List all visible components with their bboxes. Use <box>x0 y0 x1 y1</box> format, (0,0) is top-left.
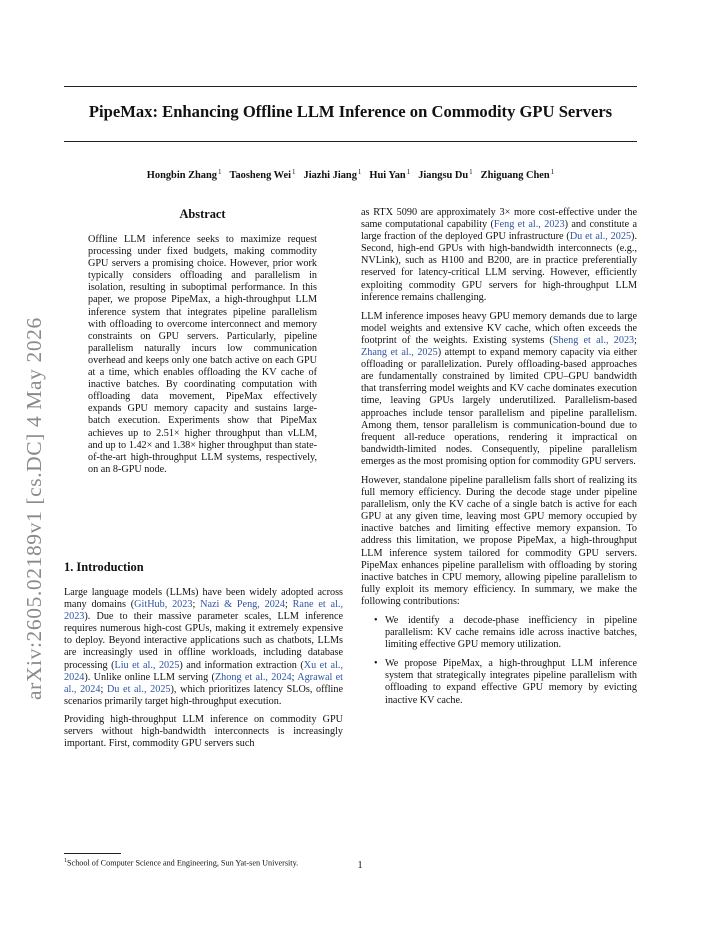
citation-link[interactable]: Feng et al., 2023 <box>493 219 565 231</box>
citation-link[interactable]: Nazi & Peng, 2024 <box>200 599 285 611</box>
author-affiliation-mark: 1 <box>469 168 473 176</box>
abstract-text: Offline LLM inference seeks to maximize request processing under fixed budgets, making commodity GPU servers a promising choice. However, prior work typically considers offloading and parallelism in isolation, resulting in suboptimal performance. In this paper, we propose PipeMax, a high-throughput LLM inference system that integrates pipeline parallelism with offloading to overcome interconnect and memory constraints on GPU servers. Particularly, pipeline parallelism naturally incurs low communication overhead and keeps only one batch active on each GPU at a time, which enables offloading the KV cache of inactive batches. By coordinating computation with offloading data movement, PipeMax effectively expands GPU memory capacity and sustains large-batch execution. Experiments show that PipeMax achieves up to 2.51× higher throughput than vLLM, and up to 1.42× and 1.38× higher throughput than state-of-the-art high-throughput LLM systems, respectively, on an 8-GPU node. <box>88 234 317 475</box>
page-number: 1 <box>357 860 363 871</box>
citation-link[interactable]: Rane et al., 2023 <box>64 599 343 623</box>
footnote-mark: 1 <box>64 858 67 864</box>
footnote-rule <box>64 853 121 854</box>
right-column <box>361 207 637 714</box>
introduction-heading: 1. Introduction <box>64 560 144 574</box>
author-list <box>64 165 637 183</box>
author-name: Jiangsu Du <box>418 170 469 182</box>
author-name: Hui Yan <box>369 170 406 182</box>
paragraph-text: ) and constitute a large fraction of the deployed GPU infrastructure ( <box>361 219 637 243</box>
paragraph-text: ; <box>634 334 637 346</box>
citation-link[interactable]: Liu et al., 2025 <box>114 659 180 671</box>
citation-link[interactable]: GitHub, 2023 <box>134 599 193 611</box>
abstract-heading: Abstract <box>179 207 226 221</box>
author-name: Taosheng Wei <box>229 170 291 182</box>
author-name: Zhiguang Chen <box>480 170 550 182</box>
citation-link[interactable]: Sheng et al., 2023 <box>552 334 635 346</box>
paragraph-text: as RTX 5090 are approximately 3× more cost-effective under the same computational capability ( <box>361 207 637 231</box>
citation-link[interactable]: Zhang et al., 2025 <box>361 347 438 359</box>
author <box>418 170 472 181</box>
paragraph-text: LLM inference imposes heavy GPU memory demands due to large model weights and extensive KV cache, which often exceeds the footprint of the weights. Existing systems ( <box>361 310 637 346</box>
citation-link[interactable]: Xu et al., 2024 <box>64 659 343 683</box>
paragraph-text: ) and information extraction ( <box>179 659 304 671</box>
footnote-text: School of Computer Science and Engineering, Sun Yat-sen University. <box>67 858 299 868</box>
author-affiliation-mark: 1 <box>357 168 362 176</box>
paragraph-text: ). Unlike online LLM serving ( <box>84 671 215 683</box>
author-name: Jiazhi Jiang <box>303 170 357 182</box>
paragraph-text: ; <box>100 683 107 695</box>
author-affiliation-mark: 1 <box>217 168 222 176</box>
author-affiliation-mark: 1 <box>292 168 296 176</box>
abstract-body <box>88 234 317 476</box>
paragraph-text: ) attempt to expand memory capacity via either offloading or parallelization. Purely offloading-based approaches are fundamentally constrained by limited CPU–GPU bandwidth that transferring model weights and KV cache dominates execution time, leaving GPUs largely underutilized. Parallelism-based approaches include tensor parallelism and pipeline parallelism. Among them, tensor parallelism is communication-bound due to frequent all-reduce operations, rendering it impractical on bandwidth-limited nodes. Consequently, pipeline parallelism emerges as the most promising option for commodity GPU servers. <box>361 347 638 467</box>
title-bottom-rule <box>64 141 637 142</box>
author <box>481 170 555 181</box>
author-affiliation-mark: 1 <box>406 168 411 176</box>
citation-link[interactable]: Du et al., 2025 <box>106 683 171 695</box>
author-affiliation-mark: 1 <box>550 168 555 176</box>
paragraph-text: ). Second, high-end GPUs with high-bandwidth interconnects (e.g., NVLink), such as H100 and B200, are in practice preferentially reserved for latency-critical LLM serving. However, efficiently exploiting commodity GPU servers for high-throughput LLM inference remains challenging. <box>361 231 637 303</box>
contribution-item: • We identify a decode-phase inefficiency in pipeline parallelism: KV cache remains idle across inactive batches, limiting effective GPU memory utilization. <box>361 615 637 651</box>
contribution-item: • We propose PipeMax, a high-throughput LLM inference system that strategically integrates pipeline parallelism with offloading to expand effective GPU memory by evicting inactive KV cache. <box>361 658 637 706</box>
right-paragraph-2 <box>361 311 637 468</box>
paragraph-text: ; <box>285 599 293 611</box>
arxiv-identifier: arXiv:2605.02189v1 [cs.DC] 4 May 2026 <box>22 317 46 700</box>
paragraph-text: ; <box>192 599 201 611</box>
paragraph-text: ; <box>291 671 298 683</box>
introduction-section <box>64 560 343 756</box>
citation-link[interactable]: Du et al., 2025 <box>569 231 632 243</box>
author <box>147 170 222 181</box>
paragraph-text: ), which prioritizes latency SLOs, offline scenarios primarily target high-throughput execution. <box>64 683 344 707</box>
right-paragraph-3 <box>361 475 637 608</box>
paragraph-text: However, standalone pipeline parallelism falls short of realizing its full memory efficiency. During the decode stage under pipeline parallelism, only the KV cache of a single batch is active for each GPU at any given time, leaving most GPU memory occupied by inactive batches and limiting effective memory expansion. To address this limitation, we propose PipeMax, a high-throughput LLM inference system tailored for commodity GPU servers. PipeMax enhances pipeline parallelism with offloading by storing inactive batches in CPU memory, allowing pipeline parallelism to fully exploit its memory efficiency. In summary, we make the following contributions: <box>361 474 637 607</box>
citation-link[interactable]: Zhong et al., 2024 <box>214 671 292 683</box>
right-paragraph-1 <box>361 207 637 304</box>
intro-paragraph-1 <box>64 587 343 708</box>
abstract-section <box>88 207 317 476</box>
paper-title: PipeMax: Enhancing Offline LLM Inference on Commodity GPU Servers <box>88 102 613 121</box>
author-name: Hongbin Zhang <box>146 170 217 182</box>
citation-link[interactable]: Agrawal et al., 2024 <box>64 671 343 695</box>
author <box>229 170 295 181</box>
intro-paragraph-2 <box>64 714 343 750</box>
title-top-rule <box>64 86 637 87</box>
contributions-list <box>361 615 637 707</box>
paragraph-text: Large language models (LLMs) have been widely adopted across many domains ( <box>64 587 343 611</box>
author <box>369 170 410 181</box>
paragraph-text: ). Due to their massive parameter scales, LLM inference requires numerous high-cost GPUs, making it extremely expensive to deploy. Beyond interactive applications such as chatbots, LLMs are increasingly used in offline workloads, including database processing ( <box>64 611 343 671</box>
author <box>304 170 362 181</box>
paragraph-text: Providing high-throughput LLM inference on commodity GPU servers without high-bandwidth interconnects is increasingly important. First, commodity GPU servers such <box>64 713 343 750</box>
